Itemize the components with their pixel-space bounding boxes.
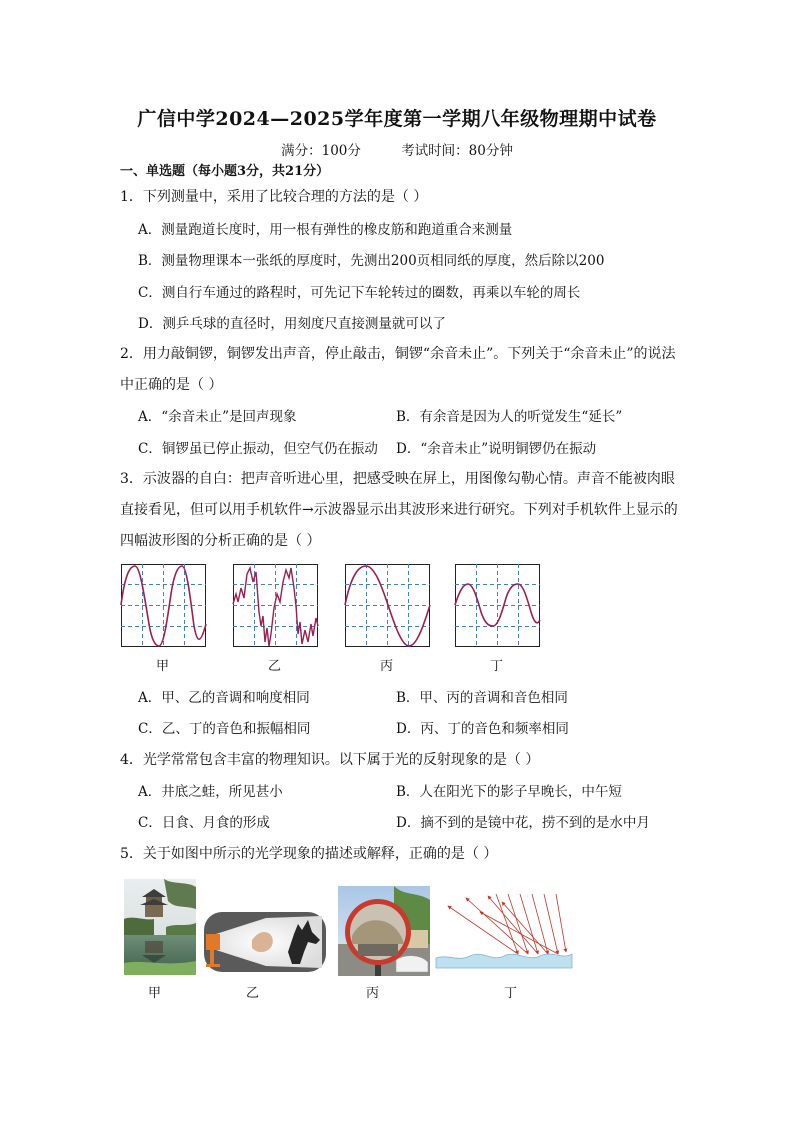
q4-option-a: A．井底之蛙，所见甚小 [138,784,283,800]
section-heading: 一、单选题（每小题3分，共21分） [120,164,330,179]
q2-option-d: D．“余音未止”说明铜锣仍在振动 [396,441,597,457]
exam-title: 广信中学2024—2025学年度第一学期八年级物理期中试卷 [137,108,657,130]
wave-label-ding: 丁 [490,659,504,674]
exam-meta [0,139,794,159]
convex-mirror-image [338,886,430,976]
q3-option-b: B．甲、丙的音调和音色相同 [396,690,568,706]
full-score: 满分：100分 [281,143,361,159]
q2-stem-line1: 2．用力敲铜锣，铜锣发出声音，停止敲击，铜锣“余音未止”。下列关于“余音未止”的说法 [120,346,676,362]
q3-option-c: C．乙、丁的音色和振幅相同 [138,721,311,737]
fig5-label-jia: 甲 [148,986,162,1001]
fig5-label-yi: 乙 [246,986,260,1001]
q3-option-d: D．丙、丁的音色和频率相同 [396,721,569,737]
waveform-jia [121,564,207,648]
wave-label-yi: 乙 [268,659,282,674]
waveform-ding [455,564,541,648]
q4-option-b: B．人在阳光下的影子早晚长，中午短 [396,784,622,800]
q4-option-c: C．日食、月食的形成 [138,815,270,831]
q2-option-b: B．有余音是因为人的听觉发生“延长” [396,409,623,425]
q1-option-d: D．测乒乓球的直径时，用刻度尺直接测量就可以了 [138,316,446,332]
q1-option-a: A．测量跑道长度时，用一根有弹性的橡皮筋和跑道重合来测量 [138,222,513,238]
fig5-label-bing: 丙 [366,986,380,1001]
exam-time: 考试时间：80分钟 [401,143,513,159]
q4-option-d: D．摘不到的是镜中花，捞不到的是水中月 [396,815,650,831]
q5-stem: 5．关于如图中所示的光学现象的描述或解释，正确的是（ ） [120,846,498,862]
fig5-label-ding: 丁 [504,986,518,1001]
q1-stem: 1．下列测量中，采用了比较合理的方法的是（ ） [120,189,428,205]
waveform-yi [233,564,319,648]
q3-stem-line3: 四幅波形图的分析正确的是（ ） [120,533,321,549]
q1-option-c: C．测自行车通过的路程时，可先记下车轮转过的圈数，再乘以车轮的周长 [138,285,581,301]
q3-option-a: A．甲、乙的音调和响度相同 [138,690,310,706]
q2-stem-line2: 中正确的是（ ） [120,377,223,393]
q4-stem: 4．光学常常包含丰富的物理知识。以下属于光的反射现象的是（ ） [120,752,540,768]
q3-stem-line2: 直接看见，但可以用手机软件→示波器显示出其波形来进行研究。下列对手机软件上显示的 [120,502,678,518]
hand-shadow-image [204,912,326,972]
q3-stem-line1: 3．示波器的自白：把声音听进心里，把感受映在屏上，用图像勾勒心情。声音不能被肉眼 [120,471,675,487]
waveform-bing [345,564,431,648]
q2-option-c: C．铜锣虽已停止振动，但空气仍在振动 [138,441,378,457]
wave-label-jia: 甲 [156,659,170,674]
q1-option-b: B．测量物理课本一张纸的厚度时，先测出200页相同纸的厚度，然后除以200 [138,253,605,269]
wave-label-bing: 丙 [380,659,394,674]
diffuse-reflection-diagram [436,892,572,972]
q2-option-a: A．“余音未止”是回声现象 [138,409,297,425]
pavilion-lake-image [124,879,196,975]
